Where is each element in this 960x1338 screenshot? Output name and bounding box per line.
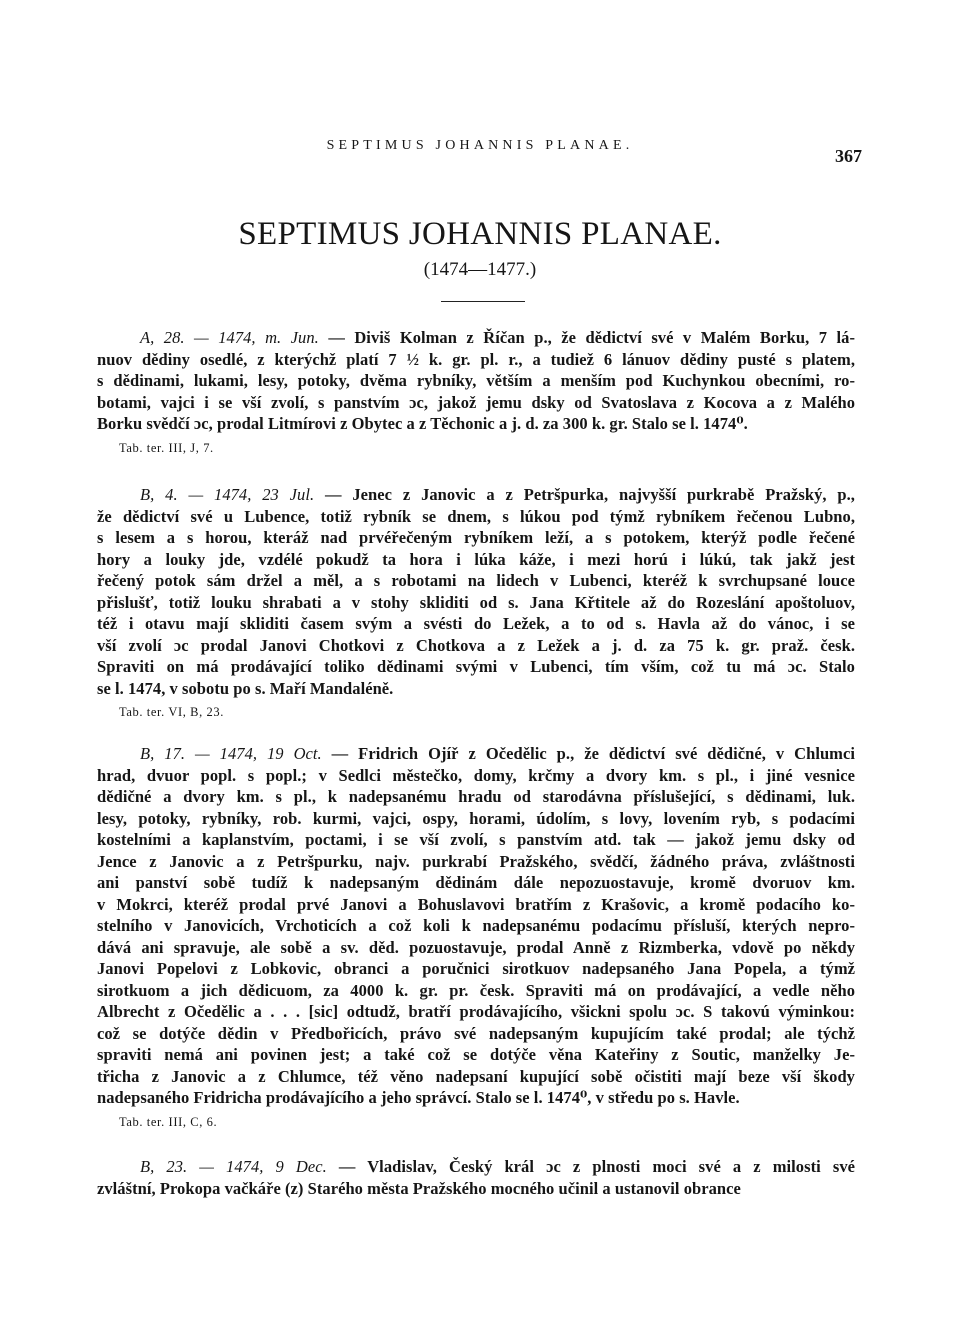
- entry-text: s dědinami, lukami, lesy, potoky, dvěma rybníky, větším a menším pod Kuchynkou obecními, ro-: [97, 371, 855, 390]
- entry-text-line: [97, 915, 855, 937]
- entry-date-reference: A, 28. — 1474, m. Jun.: [140, 328, 319, 347]
- entry-text-line: [97, 808, 855, 830]
- entry-text-line: [97, 392, 855, 414]
- entry: [97, 743, 855, 1131]
- page-number: 367: [835, 146, 862, 166]
- entry-date-reference: B, 23. — 1474, 9 Dec.: [140, 1157, 327, 1176]
- entry-text: stelního v Janovicích, Vrchoticích a což koli k nadepsanému podacímu přísluší, kterých nepro-: [97, 916, 855, 935]
- entry-text: botami, vajci i se vší zvolí, s panstvím ɔc, jakož jemu dsky od Svatoslava z Kocova a z Malého: [97, 392, 855, 412]
- title-rule: [441, 301, 525, 302]
- entry-text: Janovi Popelovi z Lobkovic, obranci a poručnici sirotkuov nadepsaného Jana Popela, a týmž: [97, 959, 855, 978]
- document-years: (1474—1477.): [423, 259, 537, 280]
- entry-text-line: [97, 894, 855, 916]
- entry-text-line: [97, 527, 855, 549]
- entry-date-reference: B, 17. — 1474, 19 Oct.: [140, 744, 322, 763]
- entry-text-line: [97, 1087, 855, 1109]
- entry-text: dědičné a dvory km. s pl., k nadepsanému hradu od starodávna příslušející, s dědinami, luk.: [97, 787, 855, 806]
- entry-text: lesy, potoky, rybníky, rob. kurmi, vajci, ospy, horami, údolím, s lovy, lovením ryb, s podacími: [97, 808, 855, 828]
- entry-text-line: [97, 1023, 855, 1045]
- entry-text-line: [97, 370, 855, 392]
- entry-text: což se dotýče dědin v Předbořicích, právo své nadepsaným kupujícím také prodal; ale týchž: [97, 1023, 855, 1043]
- entry-text-line: [97, 786, 855, 808]
- entry-text: přislušť, totiž louku shrabati a v stohy skliditi od s. Jana Křtitele až do Rozeslání apoštoluov,: [97, 592, 855, 612]
- entry-text-line: [97, 980, 855, 1002]
- entry-text: Borku svědčí ɔc, prodal Litmírovi z Obytec a z Těchonic a j. d. za 300 k. gr. Stalo se l. 1474⁰.: [97, 414, 748, 433]
- entry-text-line: [97, 1044, 855, 1066]
- entry-text-line: [97, 1001, 855, 1023]
- entry-text-line: [97, 549, 855, 571]
- entry-citation: Tab. ter. III, J, 7.: [119, 440, 214, 455]
- entry-text: Spraviti on má prodávající toliko dědinami svými v Lubenci, tím vším, což tu má ɔc. Stalo: [97, 657, 855, 676]
- entry-first-line: [97, 743, 855, 765]
- entry-text-line: [97, 851, 855, 873]
- entry-text-line: [97, 570, 855, 592]
- running-head: SEPTIMUS JOHANNIS PLANAE.: [326, 138, 634, 153]
- entry-text-line: [97, 506, 855, 528]
- entry-text-line: [97, 937, 855, 959]
- entry: [97, 1156, 855, 1199]
- entry-text: — Diviš Kolman z Říčan p., že dědictví své v Malém Borku, 7 lá-: [318, 328, 855, 347]
- entry-text: též i otavu mají skliditi časem svým a svésti do Ležek, a to od s. Havla až do vánoc, i se: [97, 614, 855, 633]
- entry-text: spraviti nemá ani povinen jest; a také což se dotýče věna Kateřiny z Soutic, manželky Je-: [97, 1045, 855, 1064]
- entry-text-line: [97, 678, 855, 700]
- entry: [97, 484, 855, 721]
- entry-first-line: [97, 1156, 855, 1178]
- entry-text: se l. 1474, v sobotu po s. Maří Mandaléně.: [97, 678, 394, 698]
- entry-text: třicha z Janovic a z Chlumce, též věno nadepsaní kupující sobě očistiti mají beze vší škody: [97, 1066, 855, 1086]
- entry-text: — Fridrich Ojíř z Očedělic p., že dědictví své dědičné, v Chlumci: [321, 744, 855, 763]
- entry-date-reference: B, 4. — 1474, 23 Jul.: [140, 485, 315, 504]
- entry-text-line: [97, 829, 855, 851]
- entry-text: zvláštní, Prokopa vačkáře (z) Starého města Pražského mocného učinil a ustanovil obrance: [97, 1178, 741, 1198]
- entry-citation: Tab. ter. VI, B, 23.: [119, 705, 224, 719]
- entry-text: v Mokrci, kteréž prodal prvé Janovi a Bohuslavovi bratřím z Krašovic, a kromě podacího ko-: [97, 894, 855, 914]
- entry-first-line: [97, 484, 855, 506]
- entry-text: — Jenec z Janovic a z Petršpurka, najvyšší purkrabě Pražský, p.,: [314, 485, 855, 504]
- entry-citation: Tab. ter. III, C, 6.: [119, 1114, 218, 1129]
- entry-text: s lesem a s horou, kteráž nad prvéřečeným rybníkem leží, a s potokem, kterýž podle řečené: [97, 528, 855, 547]
- entry-text-line: [97, 1066, 855, 1088]
- entry-text-line: [97, 656, 855, 678]
- entry-text: sirotkuom a jich dědicuom, za 4000 k. gr. pr. česk. Spraviti má on prodávající, a vedle něho: [97, 980, 855, 1000]
- entry-text: hory a louky jde, vzdélé pokudž ta hora i lúka káže, i mezi horú i lúkú, tak jakž jest: [97, 549, 855, 569]
- entry-text-line: [97, 958, 855, 980]
- entry-text: Jence z Janovic a z Petršpurku, najv. purkrabí Pražského, svědčí, žádného práva, zvláštnosti: [97, 851, 855, 871]
- entry-text: vší zvolí ɔc prodal Janovi Chotkovi z Chotkova a z Ležek a j. d. za 75 k. gr. praž. česk.: [97, 635, 855, 655]
- entry-text: nadepsaného Fridricha prodávajícího a jeho správcí. Stalo se l. 1474⁰, v středu po s. Havle.: [97, 1088, 740, 1107]
- entry-text-line: [97, 592, 855, 614]
- entry-text-line: [97, 413, 855, 435]
- entry-text: řečený potok sám držel a měl, a s robotami na lidech v Lubenci, kteréž k svrchupsané louce: [97, 571, 855, 590]
- entry-text-line: [97, 872, 855, 894]
- entry-text: — Vladislav, Český král ɔc z plnosti moci své a z milosti své: [326, 1157, 855, 1176]
- entry-text-line: [97, 765, 855, 787]
- entry-text-line: [97, 1178, 855, 1200]
- document-title: SEPTIMUS JOHANNIS PLANAE.: [238, 216, 722, 252]
- entry-text: ani panství sobě tudíž k nadepsaným dědinám dále nepozuostavuje, kromě dvoruov km.: [97, 873, 855, 892]
- entry-text: kostelními a kaplanstvím, poctami, i se vší zvolí, s panstvím atd. tak — jakož jemu dsky od: [97, 830, 855, 849]
- entry-text: hrad, dvuor popl. s popl.; v Sedlci městečko, domy, krčmy a dvory km. s pl., i jiné vesnice: [97, 765, 855, 785]
- entry-text-line: [97, 635, 855, 657]
- entry-text-line: [97, 349, 855, 371]
- entry-first-line: [97, 327, 855, 349]
- entry-text: že dědictví své u Lubence, totiž rybník se dnem, s lúkou pod týmž rybníkem řečenou Lubno,: [97, 506, 855, 526]
- entry: [97, 327, 855, 457]
- entry-text: dává ani spravuje, ale sobě a sv. děd. pozuostavuje, prodal Anně z Rizmberka, vdově po někdy: [97, 937, 855, 957]
- entry-text-line: [97, 613, 855, 635]
- entry-text: Albrecht z Očedělic a . . . [sic] odtudž, bratří prodávajícího, všickni spolu ɔc. S takovú výminkou:: [97, 1002, 855, 1021]
- entry-text: nuov dědiny osedlé, z kterýchž platí 7 ½ k. gr. pl. r., a tudiež 6 lánuov dědiny pusté s platem,: [97, 349, 855, 369]
